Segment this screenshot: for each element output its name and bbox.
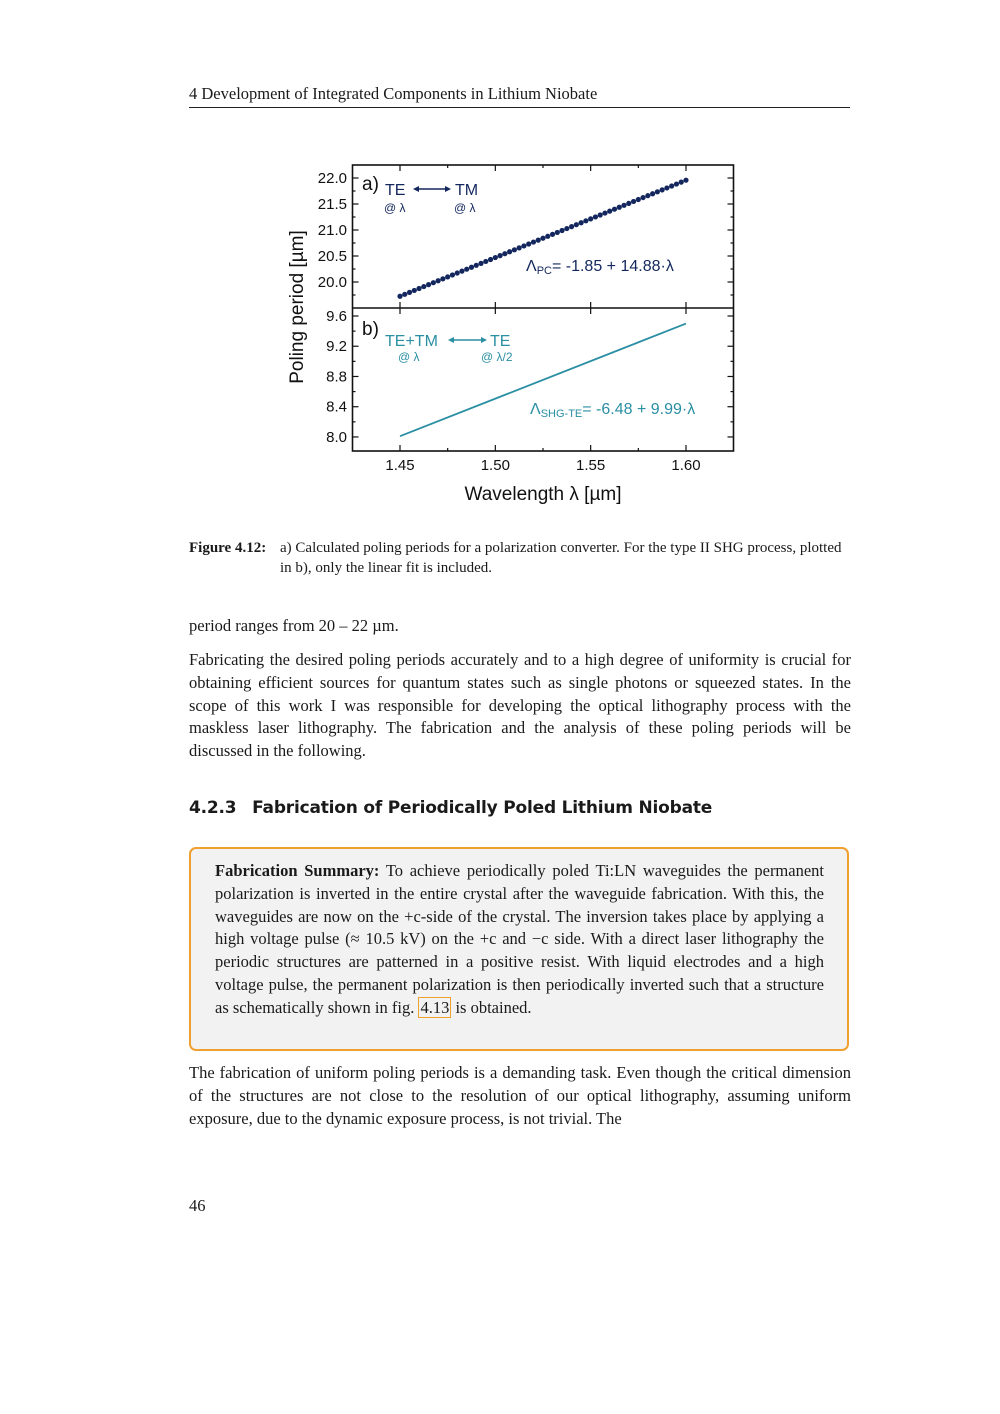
x-axis-label: Wavelength λ [µm] — [464, 484, 622, 505]
paragraph: period ranges from 20 – 22 µm. — [189, 616, 399, 635]
section-number: 4.2.3 — [189, 798, 237, 818]
svg-text:20.5: 20.5 — [317, 248, 347, 265]
svg-text:20.0: 20.0 — [317, 274, 347, 291]
panel-b-annotations — [362, 319, 695, 420]
svg-text:22.0: 22.0 — [317, 170, 347, 187]
svg-text:1.60: 1.60 — [671, 457, 701, 474]
paragraph: The fabrication of uniform poling periods is a demanding task. Even though the critical dimension of the structures are not close to the resolution of our optical lithography, assuming uniform exposure, due to the dynamic exposure process, is not trivial. The — [189, 1063, 851, 1128]
figure-reference-link[interactable]: 4.13 — [420, 997, 450, 1017]
svg-text:1.45: 1.45 — [385, 457, 415, 474]
series-a-points — [397, 178, 688, 299]
caption-text: a) Calculated poling periods for a polarization converter. For the type II SHG process, plotted in b), only the linear fit is included. — [280, 540, 842, 576]
svg-text:@ λ: @ λ — [398, 350, 420, 364]
poling-period-chart — [280, 155, 750, 515]
paragraph: Fabricating the desired poling periods accurately and to a high degree of uniformity is crucial for obtaining efficient sources for quantum states such as single photons or squeezed states. In the scope of this work I was responsible for developing the optical lithography process with the maskless laser lithography. The fabrication and the analysis of these poling periods will be discussed in the following. — [189, 650, 851, 761]
figure-caption — [189, 538, 855, 578]
fit-equation-b: ΛSHG-TE= -6.48 + 9.99·λ — [530, 401, 696, 420]
chapter-title: 4 Development of Integrated Components in Lithium Niobate — [189, 84, 598, 103]
figure-4-12 — [280, 155, 750, 515]
svg-text:21.0: 21.0 — [317, 222, 347, 239]
svg-text:21.5: 21.5 — [317, 196, 347, 213]
running-header — [189, 84, 850, 108]
fit-equation-a: ΛPC= -1.85 + 14.88·λ — [526, 258, 674, 277]
mode-te-tm: TE+TM — [385, 333, 438, 350]
summary-text: To achieve periodically poled Ti:LN waveguides the permanent polarization is inverted in the entire crystal after the waveguide fabrication. With this, the waveguides are now on the +c-side of the crystal. The inversion takes place by applying a high voltage pulse (≈ 10.5 kV) on the +c and −c side. With a direct laser lithography the periodic structures are patterned in a positive resist. With liquid electrodes and a high voltage pulse, the permanent polarization is then periodically inverted such that a structure as schematically shown in fig. — [215, 861, 825, 1017]
svg-text:@ λ: @ λ — [384, 201, 406, 215]
mode-tm: TM — [455, 182, 479, 199]
mode-te-shg: TE — [490, 333, 511, 350]
caption-label: Figure 4.12: — [189, 540, 267, 556]
page-number: 46 — [189, 1196, 206, 1215]
section-title: Fabrication of Periodically Poled Lithium Niobate — [252, 798, 713, 818]
panel-a-label: a) — [362, 174, 379, 195]
section-heading — [189, 798, 712, 818]
summary-text-end: is obtained. — [451, 997, 532, 1017]
mode-te: TE — [385, 182, 406, 199]
svg-text:9.2: 9.2 — [326, 338, 347, 356]
svg-text:1.55: 1.55 — [576, 457, 606, 474]
svg-text:8.8: 8.8 — [326, 368, 347, 386]
panel-a-annotations — [362, 174, 674, 277]
svg-text:@ λ/2: @ λ/2 — [481, 350, 513, 364]
svg-text:8.0: 8.0 — [326, 428, 347, 446]
svg-text:8.4: 8.4 — [326, 398, 347, 416]
svg-text:1.50: 1.50 — [480, 457, 510, 474]
svg-text:9.6: 9.6 — [326, 308, 347, 325]
svg-text:@ λ: @ λ — [454, 201, 476, 215]
y-axis-label: Poling period [µm] — [287, 230, 308, 384]
summary-lead: Fabrication Summary: — [215, 861, 380, 880]
panel-b-label: b) — [362, 319, 379, 340]
fabrication-summary-box — [189, 847, 849, 1051]
